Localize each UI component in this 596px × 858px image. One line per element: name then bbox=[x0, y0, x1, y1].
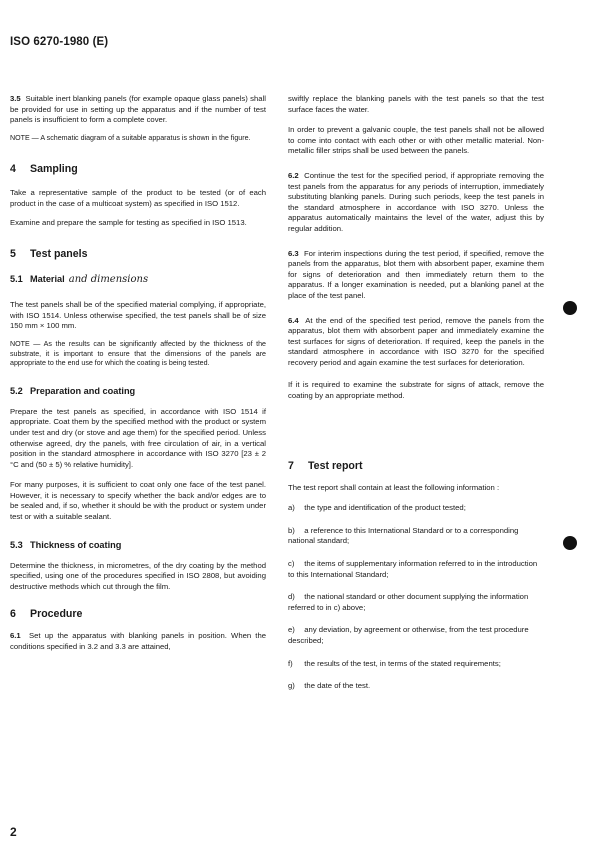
subsection-number: 5.1 bbox=[10, 274, 23, 285]
paragraph-thickness: Determine the thickness, in micrometres, of the dry coating by the method specified, using one of the procedures specified in ISO 2808, but avoiding destructive methods which cut through the film. bbox=[10, 560, 266, 591]
section-heading-procedure bbox=[10, 608, 266, 621]
report-list-item bbox=[288, 526, 544, 547]
note-thickness: NOTE — As the results can be significantly affected by the thickness of the substrate, it is important to ensure that the dimensions of the panels are appropriate to the end use for which the coating is being tested. bbox=[10, 339, 266, 368]
clause-text: Set up the apparatus with blanking panels in position. When the conditions specified in 3.2 and 3.3 are attained, bbox=[10, 631, 266, 652]
clause-text: At the end of the specified test period, remove the panels from the apparatus, blot them with absorbent paper and immediately examine the test surfaces for signs of deterioration. If required, keep the panels in the standard atmosphere in accordance with ISO 3270 for the specified recovery period and again examine the test surfaces for deterioration. bbox=[288, 315, 544, 367]
section-heading-test-panels bbox=[10, 248, 266, 261]
clause-text: For interim inspections during the test period, if specified, remove the panels from the apparatus, blot them with absorbent paper, examine them for signs of deterioration and then immediately return them to the apparatus. If a longer examination is needed, put a blanking panel at the place of the test panel. bbox=[288, 248, 544, 300]
report-item-label: e) bbox=[288, 625, 295, 635]
report-item-label: b) bbox=[288, 525, 295, 535]
section-title: Sampling bbox=[30, 163, 78, 176]
report-item-body: any deviation, by agreement or otherwise, from the test procedure described; bbox=[288, 625, 529, 645]
section-number: 7 bbox=[288, 459, 294, 472]
report-item-label: c) bbox=[288, 559, 295, 569]
clause-text: Suitable inert blanking panels (for example opaque glass panels) shall be provided for use in setting up the apparatus and if the number of test panels is insufficient to form a complete cover. bbox=[10, 94, 266, 125]
paragraph-6-1 bbox=[10, 631, 266, 652]
section-number: 4 bbox=[10, 163, 16, 176]
section-title: Test report bbox=[308, 459, 363, 472]
right-column bbox=[288, 94, 544, 692]
section-heading-sampling bbox=[10, 163, 266, 176]
page-header: ISO 6270-1980 (E) bbox=[10, 36, 109, 48]
clause-number: 6.3 bbox=[288, 248, 299, 258]
handwritten-annotation: and dimensions bbox=[68, 274, 149, 286]
subsection-heading-material bbox=[10, 273, 266, 286]
report-items-list bbox=[288, 503, 544, 692]
report-list-item bbox=[288, 625, 544, 646]
report-item-label: f) bbox=[288, 658, 293, 668]
subsection-title: Thickness of coating bbox=[30, 539, 122, 550]
subsection-number: 5.2 bbox=[10, 385, 23, 396]
section-title: Test panels bbox=[30, 248, 88, 261]
report-item-body: a reference to this International Standard or to a corresponding national standard; bbox=[288, 525, 519, 546]
report-item-text bbox=[288, 526, 544, 547]
paragraph-6-2 bbox=[288, 171, 544, 235]
report-item-text bbox=[288, 592, 544, 613]
section-number: 5 bbox=[10, 248, 16, 261]
clause-number: 6.4 bbox=[288, 315, 299, 325]
paragraph-sampling-2: Examine and prepare the sample for testing as specified in ISO 1513. bbox=[10, 217, 247, 227]
paragraph-galvanic: In order to prevent a galvanic couple, the test panels shall not be allowed to come into contact with each other or with other metallic material. Non-metallic filler strips shall be used between the panels. bbox=[288, 125, 544, 156]
report-item-label: a) bbox=[288, 503, 295, 513]
section-title: Procedure bbox=[30, 608, 83, 621]
report-item-body: the date of the test. bbox=[304, 681, 371, 691]
subsection-title: Material bbox=[30, 274, 65, 285]
section-number: 6 bbox=[10, 608, 16, 621]
clause-number: 6.2 bbox=[288, 170, 299, 180]
report-item-body: the results of the test, in terms of the stated requirements; bbox=[304, 658, 501, 668]
report-item-body: the items of supplementary information referred to in the introduction to this International Standard; bbox=[288, 559, 538, 579]
report-item-body: the national standard or other document supplying the information referred to in c) above; bbox=[288, 592, 529, 612]
punch-hole-mark bbox=[563, 301, 577, 315]
report-list-item bbox=[288, 659, 544, 670]
subsection-number: 5.3 bbox=[10, 539, 23, 550]
subsection-title: Preparation and coating bbox=[30, 385, 136, 396]
report-list-item bbox=[288, 592, 544, 613]
paragraph-6-3 bbox=[288, 249, 544, 302]
clause-text: Continue the test for the specified period, if appropriate removing the test panels from the apparatus for any periods of interruption, immediately substituting blanking panels. During such periods, keep the test panels in the standard atmosphere in accordance with ISO 3270. Unless the apparatus automatically maintains the level of the water, adjust this by regular addition. bbox=[288, 170, 544, 233]
subsection-heading-thickness bbox=[10, 539, 266, 551]
report-list-item bbox=[288, 503, 544, 514]
report-item-text bbox=[288, 559, 544, 580]
report-item-text bbox=[288, 659, 544, 670]
report-item-label: g) bbox=[288, 681, 295, 691]
paragraph-material: The test panels shall be of the specified material complying, if appropriate, with ISO 1514. Unless otherwise specified, the test panels shall be of size 150 mm × 100 mm. bbox=[10, 300, 266, 331]
paragraph-3-5 bbox=[10, 94, 266, 126]
report-list-item bbox=[288, 559, 544, 580]
paragraph-report-intro: The test report shall contain at least the following information : bbox=[288, 482, 500, 492]
paragraph-substrate: If it is required to examine the substrate for signs of attack, remove the coating by an appropriate method. bbox=[288, 380, 544, 401]
report-item-text bbox=[288, 625, 544, 646]
left-column bbox=[10, 94, 266, 653]
paragraph-continuation: swiftly replace the blanking panels with the test panels so that the test surface faces the water. bbox=[288, 94, 544, 114]
page-number: 2 bbox=[10, 825, 17, 839]
paragraph-6-4 bbox=[288, 316, 544, 369]
clause-number: 3.5 bbox=[10, 94, 21, 103]
note-figure: NOTE — A schematic diagram of a suitable apparatus is shown in the figure. bbox=[10, 133, 251, 142]
report-item-label: d) bbox=[288, 592, 295, 602]
paragraph-sampling-1: Take a representative sample of the product to be tested (or of each product in the case of a multicoat system) as specified in ISO 1512. bbox=[10, 188, 266, 208]
clause-number: 6.1 bbox=[10, 631, 21, 641]
report-list-item bbox=[288, 681, 544, 692]
report-item-body: the type and identification of the product tested; bbox=[304, 503, 466, 513]
punch-hole-mark bbox=[563, 536, 577, 550]
paragraph-preparation-1: Prepare the test panels as specified, in accordance with ISO 1514 if appropriate. Coat them by the specified method with the product or system under test and dry (or stove and age them) for the specified period. Unless otherwise agreed, dry the panels, with free circulation of air, in a vertical position in the standard atmosphere in accordance with ISO 3270 [23 ± 2 °C and (50 ± 5) % relative humidity]. bbox=[10, 406, 266, 469]
report-item-text bbox=[288, 681, 544, 692]
paragraph-preparation-2: For many purposes, it is sufficient to coat only one face of the test panel. However, it is necessary to specify whether the back and/or edges are to be sealed and, if so, whether it should be with the product or system under test or with a suitable sealant. bbox=[10, 480, 266, 522]
report-item-text bbox=[288, 503, 544, 514]
subsection-heading-preparation bbox=[10, 385, 266, 397]
section-heading-test-report bbox=[288, 460, 544, 473]
